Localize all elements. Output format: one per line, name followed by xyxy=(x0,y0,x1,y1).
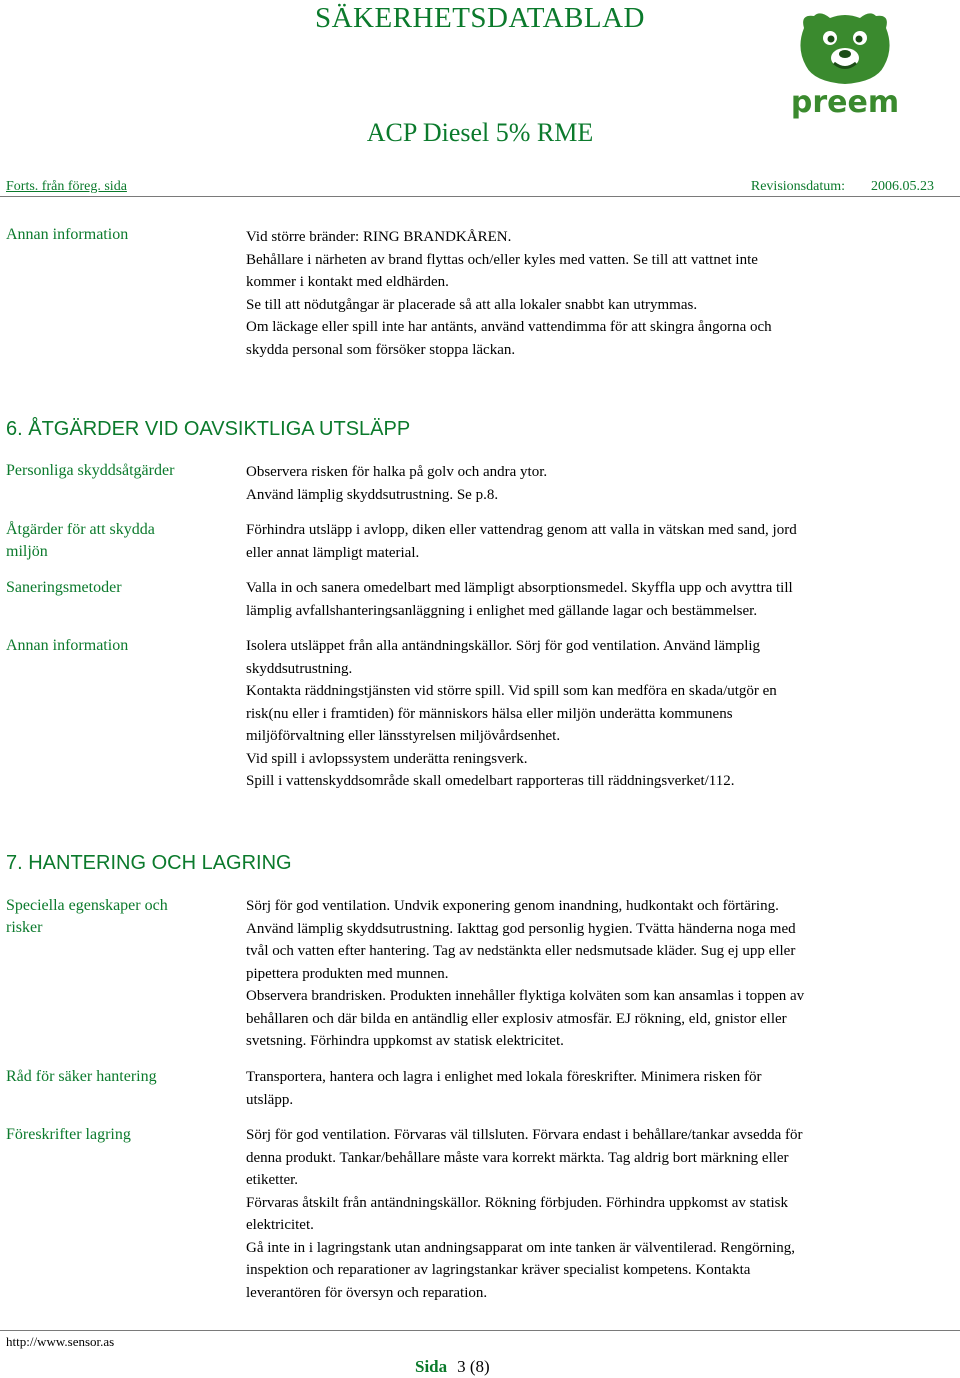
label-personliga-skyddsatgarder: Personliga skyddsåtgärder xyxy=(6,462,175,479)
text-foreskrifter-lagring: Sörj för god ventilation. Förvaras väl tillsluten. Förvara endast i behållare/tankar avsedda för denna produkt. Tankar/behållare måste vara korrekt märkta. Tag aldrig bort märkning eller etiketter. Förvaras åtskilt från antändningskällor. Rökning förbjuden. Förhindra uppkomst av statisk elektricitet. Gå inte in i lagringstank utan andningsapparat om inte tanken är välventilerad. Rengörning, inspektion och reparationer av lagringstankar kräver specialist kompetens. Kontakta leverantören för översyn och reparation. xyxy=(246,1127,803,1301)
label-speciella-egenskaper: Speciella egenskaper och risker xyxy=(6,897,168,936)
page-label: Sida xyxy=(415,1357,448,1376)
footer-divider xyxy=(0,1330,960,1331)
page-number: 3 (8) xyxy=(457,1357,490,1376)
label-annan-information-intro: Annan information xyxy=(6,226,129,243)
page-indicator xyxy=(415,1357,490,1377)
text-personliga-skyddsatgarder: Observera risken för halka på golv och andra ytor. Använd lämplig skyddsutrustning. Se p.8. xyxy=(246,464,548,503)
logo-text: preem xyxy=(790,85,900,120)
text-atgarder-miljon: Förhindra utsläpp i avlopp, diken eller vattendrag genom att valla in vätskan med sand, jord eller annat lämpligt material. xyxy=(246,522,797,561)
continued-from-previous-page: Forts. från föreg. sida xyxy=(6,179,127,194)
header-divider xyxy=(0,196,960,197)
label-foreskrifter-lagring: Föreskrifter lagring xyxy=(6,1126,131,1143)
label-annan-information-6: Annan information xyxy=(6,637,129,654)
revision-label: Revisionsdatum: xyxy=(750,179,845,194)
intro-text xyxy=(246,226,886,361)
text-saneringsmetoder: Valla in och sanera omedelbart med lämpligt absorptionsmedel. Skyffla upp och avyttra till lämplig avfallshanteringsanläggning i enlighet med gällande lagar och bestämmelser. xyxy=(246,580,793,619)
revision-info xyxy=(751,179,934,195)
text-line: skydda personal som försöker stoppa läckan. xyxy=(246,341,516,358)
document-title: SÄKERHETSDATABLAD xyxy=(314,2,646,34)
bear-icon xyxy=(800,13,889,84)
text-line: kommer i kontakt med eldhärden. xyxy=(246,274,449,290)
label-saneringsmetoder: Saneringsmetoder xyxy=(6,579,122,596)
text-line: Vid större bränder: RING BRANDKÅREN. xyxy=(246,229,512,245)
section-6-heading: 6. ÅTGÄRDER VID OAVSIKTLIGA UTSLÄPP xyxy=(6,418,411,440)
product-name: ACP Diesel 5% RME xyxy=(366,118,594,147)
revision-date: 2006.05.23 xyxy=(871,179,934,194)
label-atgarder-miljon: Åtgärder för att skydda miljön xyxy=(6,521,155,560)
text-speciella-egenskaper: Sörj för god ventilation. Undvik exponering genom inandning, hudkontakt och förtäring. Använd lämplig skyddsutrustning. Iakttag god personlig hygien. Tvätta händerna noga med tvål och vatten efter hantering. Tag av nedstänkta eller nedsmutsade kläder. Sug ej upp eller pipettera produkten med munnen. Observera brandrisken. Produkten innehåller flyktiga kolväten som kan ansamlas i toppen av behållaren och där bilda en antändlig eller explosiv atmosfär. EJ rökning, eld, gnistor eller svetsning. Förhindra uppkomst av statisk elektricitet. xyxy=(246,898,805,1049)
text-rad-saker-hantering: Transportera, hantera och lagra i enlighet med lokala föreskrifter. Minimera risken för utsläpp. xyxy=(246,1069,762,1108)
label-rad-saker-hantering: Råd för säker hantering xyxy=(6,1068,157,1085)
text-line: Se till att nödutgångar är placerade så att alla lokaler snabbt kan utrymmas. xyxy=(246,296,698,313)
preem-logo xyxy=(790,8,900,120)
text-line: Om läckage eller spill inte har antänts, använd vattendimma för att skingra ångorna och xyxy=(246,319,772,335)
text-annan-information-6: Isolera utsläppet från alla antändningskällor. Sörj för god ventilation. Använd lämplig skyddsutrustning. Kontakta räddningstjänsten vid större spill. Vid spill som kan medföra en skada/utgör en risk(nu eller i framtiden) för människors hälsa eller miljön underätta kommunens miljöförvaltning eller länsstyrelsen miljövårdsenhet. Vid spill i avlopssystem underätta reningsverk. Spill i vattenskyddsområde skall omedelbart rapporteras till räddningsverket/112. xyxy=(246,638,777,789)
footer-url-link[interactable]: http://www.sensor.as xyxy=(6,1334,115,1349)
text-line: Behållare i närheten av brand flyttas och/eller kyles med vatten. Se till att vattnet inte xyxy=(246,251,758,268)
section-7-heading: 7. HANTERING OCH LAGRING xyxy=(6,852,292,874)
